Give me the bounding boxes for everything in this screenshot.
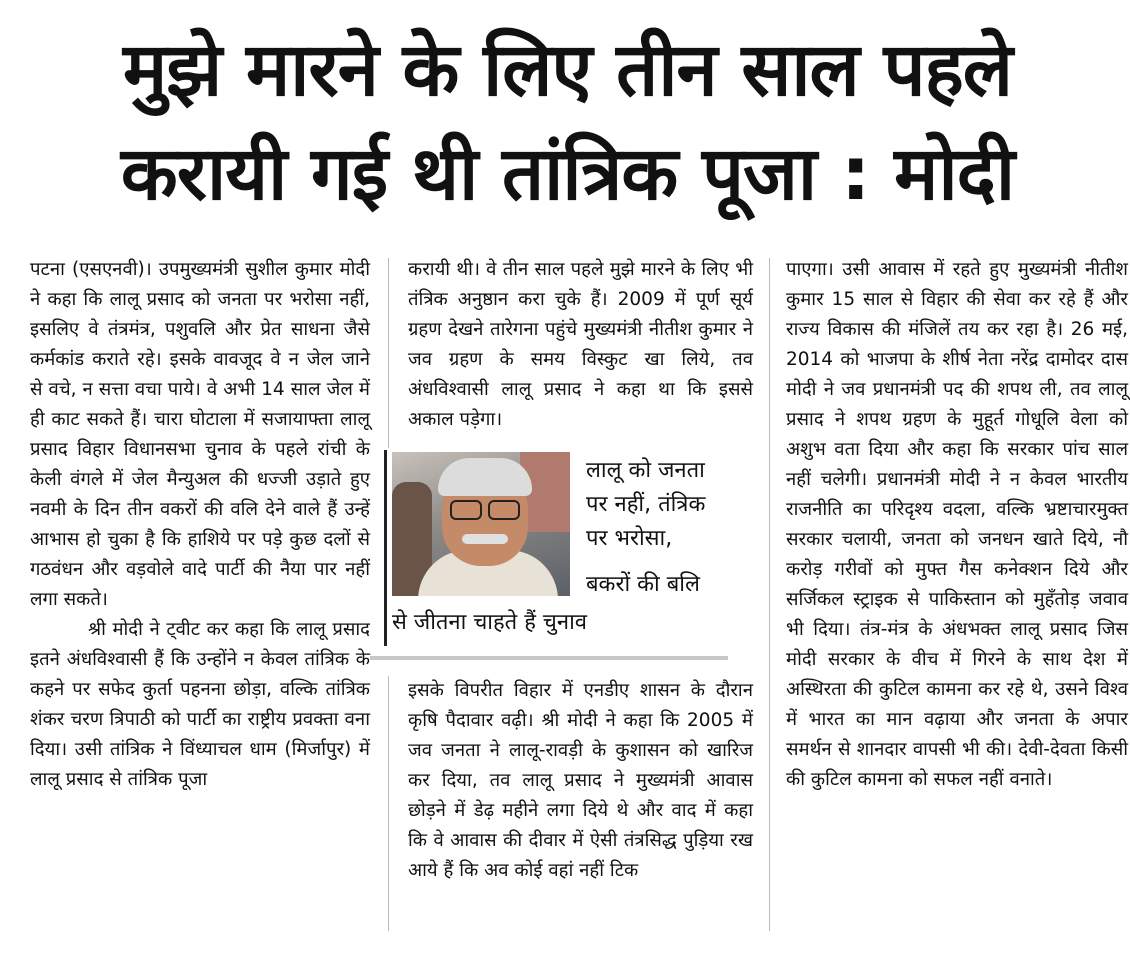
section-divider [370,656,728,660]
pull-quote-line: पर नहीं, तंत्रिक [586,492,706,517]
column-1 [30,255,370,795]
paragraph: करायी थी। वे तीन साल पहले मुझे मारने के लिए भी तंत्रिक अनुष्ठान करा चुके हैं। 2009 में पूर्ण सूर्य ग्रहण देखने तारेगना पहुंचे मुख्यमंत्री नीतीश कुमार ने जव ग्रहण के समय विस्कुट खा लिये, तव अंधविश्वासी लालू प्रसाद ने कहा था कि इससे अकाल पड़ेगा। [408,259,753,430]
column-3 [786,255,1128,795]
pull-quote-line: पर भरोसा, [586,526,673,551]
pull-quote [384,448,744,648]
paragraph: पटना (एसएनवी)। उपमुख्यमंत्री सुशील कुमार मोदी ने कहा कि लालू प्रसाद को जनता पर भरोसा नहीं, इसलिए वे तंत्रमंत्र, पशुवलि और प्रेत साधना जैसे कर्मकांड कराते रहे। इसके वावजूद वे न जेल जाने से वचे, न सत्ता वचा पाये। वे अभी 14 साल जेल में ही काट सकते हैं। चारा घोटाला में सजायाफ्ता लालू प्रसाद विहार विधानसभा चुनाव के पहले रांची के केली वंगले में जेल मैन्युअल की धज्जी उड़ाते हुए नवमी के दिन तीन वकरों की वलि देने वाले हैं उन्हें आभास हो चुका है कि हाशिये पर पड़े कुछ दलों से गठवंधन और वड़वोले वादे पार्टी की नैया पार नहीं लगा सकते। [30,259,370,610]
column-2-bottom [408,676,753,886]
column-divider [769,258,770,931]
paragraph: श्री मोदी ने ट्वीट कर कहा कि लालू प्रसाद इतने अंधविश्वासी हैं कि उन्होंने न केवल तांत्रिक के कहने पर सफेद कुर्ता पहनना छोड़ा, वल्कि तांत्रिक शंकर चरण त्रिपाठी को पार्टी का राष्ट्रीय प्रवक्ता वना दिया। उसी तांत्रिक ने विंध्याचल धाम (मिर्जापुर) में लालू प्रसाद से तांत्रिक पूजा [30,619,370,790]
headline-line-2: करायी गई थी तांत्रिक पूजा : मोदी [120,131,1015,217]
pull-quote-line: लालू को जनता [586,458,705,483]
portrait-photo [392,452,570,596]
headline [20,18,1115,226]
pull-quote-line: बकरों की बलि [586,572,700,597]
pull-quote-line: से जीतना चाहते हैं चुनाव [392,610,587,635]
column-2-top [408,255,753,435]
headline-line-1: मुझे मारने के लिए तीन साल पहले [123,27,1012,113]
quote-bar [384,450,387,646]
paragraph: पाएगा। उसी आवास में रहते हुए मुख्यमंत्री नीतीश कुमार 15 साल से विहार की सेवा कर रहे हैं और राज्य विकास की मंजिलें तय कर रहा है। 26 मई, 2014 को भाजपा के शीर्ष नेता नरेंद्र दामोदर दास मोदी ने जव प्रधानमंत्री पद की शपथ ली, तव लालू प्रसाद ने शपथ ग्रहण के मुहूर्त गोधूलि वेला को अशुभ वता दिया और कहा कि सरकार पांच साल नहीं चलेगी। प्रधानमंत्री मोदी ने न केवल भारतीय राजनीति का परिदृश्य वदला, वल्कि भ्रष्टाचारमुक्त सरकार चलायी, जनता को जनधन खाते दिये, नौ करोड़ गरीवों को मुफ्त गैस कनेक्शन दिये और सर्जिकल स्ट्राइक से पाकिस्तान को मुहँतोड़ जवाव भी दिया। तंत्र-मंत्र के अंधभक्त लालू प्रसाद जिस मोदी सरकार के वीच में गिरने के साथ देश में अस्थिरता की कुटिल कामना कर रहे थे, उसने विश्व में भारत का मान वढ़ाया और जनता के अपार समर्थन से शानदार वापसी भी की। देवी-देवता किसी की कुटिल कामना को सफल नहीं वनाते। [786,259,1128,790]
column-divider [388,676,389,931]
paragraph: इसके विपरीत विहार में एनडीए शासन के दौरान कृषि पैदावार वढ़ी। श्री मोदी ने कहा कि 2005 में जव जनता ने लालू-रावड़ी के कुशासन को खारिज कर दिया, तव लालू प्रसाद ने मुख्यमंत्री आवास छोड़ने में डेढ़ महीने लगा दिये थे और वाद में कहा कि वे आवास की दीवार में ऐसी तंत्रसिद्ध पुड़िया रख आये हैं कि अव कोई वहां नहीं टिक [408,680,753,881]
column-divider [388,258,389,448]
